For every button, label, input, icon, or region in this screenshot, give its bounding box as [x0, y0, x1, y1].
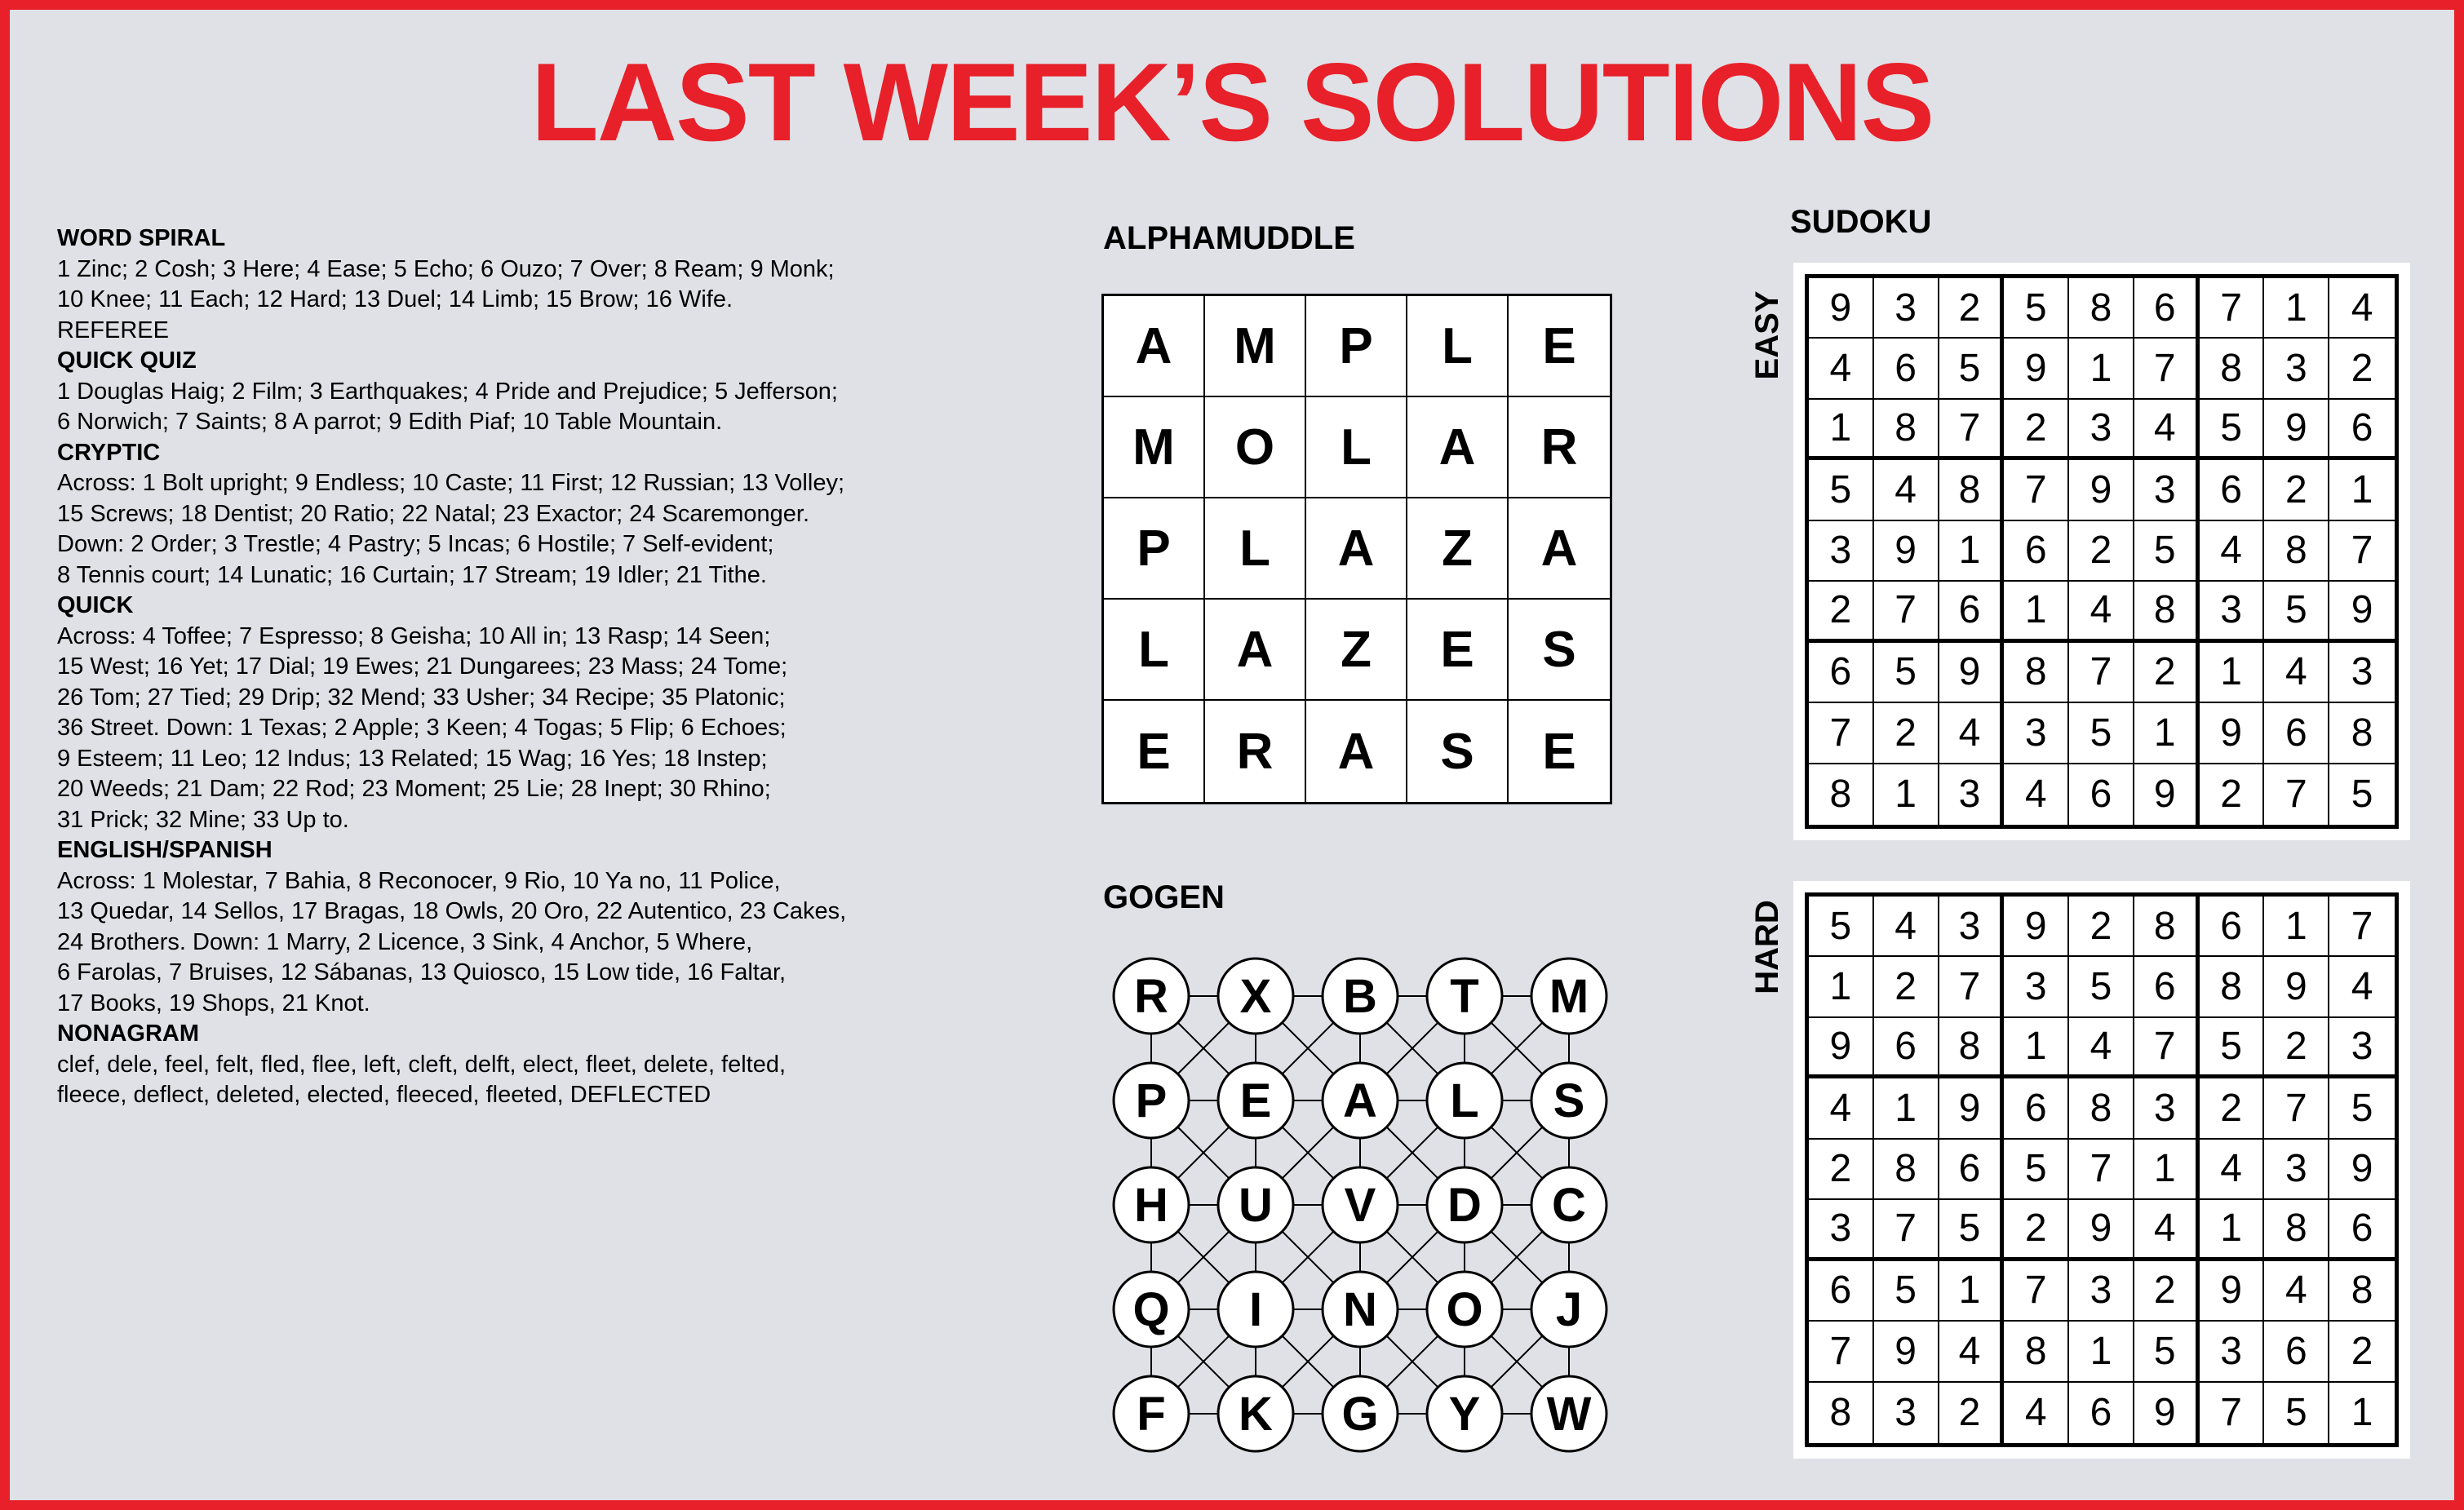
sudoku-easy-cell: 9 — [2264, 400, 2329, 460]
sudoku-easy-cell: 6 — [1874, 339, 1939, 399]
sudoku-easy-cell: 8 — [1809, 764, 1874, 825]
section-text-line: 1 Zinc; 2 Cosh; 3 Here; 4 Ease; 5 Echo; 6 Ouzo; 7 Over; 8 Ream; 9 Monk; — [57, 255, 835, 282]
sudoku-easy-cell: 9 — [1939, 643, 2005, 703]
sudoku-easy-cell: 3 — [1874, 278, 1939, 339]
gogen-letter: U — [1239, 1179, 1273, 1232]
section-text-line: 26 Tom; 27 Tied; 29 Drip; 32 Mend; 33 Usher; 34 Recipe; 35 Platonic; — [57, 684, 786, 711]
sudoku-easy-cell: 4 — [2134, 400, 2200, 460]
sudoku-hard-cell: 2 — [2069, 897, 2134, 957]
sudoku-hard-cell: 4 — [2264, 1261, 2329, 1322]
alphamuddle-cell: L — [1205, 498, 1306, 600]
alphamuddle-cell: L — [1306, 397, 1407, 498]
section-text-line: 17 Books, 19 Shops, 21 Knot. — [57, 990, 370, 1016]
sudoku-easy-cell: 9 — [2004, 339, 2069, 399]
section-text-line: 20 Weeds; 21 Dam; 22 Rod; 23 Moment; 25 Lie; 28 Inept; 30 Rhino; — [57, 776, 771, 802]
sudoku-hard-label: HARD — [1749, 900, 1785, 994]
sudoku-easy-panel — [1793, 263, 2410, 840]
sudoku-hard-cell: 5 — [2264, 1383, 2329, 1443]
sudoku-hard-cell: 7 — [1809, 1322, 1874, 1382]
sudoku-hard-cell: 9 — [1939, 1078, 2005, 1139]
sudoku-easy-cell: 4 — [2264, 643, 2329, 703]
sudoku-easy-cell: 2 — [2134, 643, 2200, 703]
page-title: LAST WEEK’S SOLUTIONS — [530, 40, 1934, 164]
section-text-line: 1 Douglas Haig; 2 Film; 3 Earthquakes; 4 Pride and Prejudice; 5 Jefferson; — [57, 378, 838, 405]
gogen-title: GOGEN — [1103, 879, 1225, 915]
sudoku-hard-cell: 6 — [2069, 1383, 2134, 1443]
sudoku-hard-cell: 4 — [1809, 1078, 1874, 1139]
sudoku-hard-cell: 8 — [1809, 1383, 1874, 1443]
sudoku-easy-cell: 5 — [2069, 703, 2134, 764]
alphamuddle-grid — [1101, 294, 1612, 804]
sudoku-easy-cell: 1 — [2134, 703, 2200, 764]
sudoku-hard-cell: 6 — [2264, 1322, 2329, 1382]
sudoku-easy-cell: 5 — [1809, 460, 1874, 520]
sudoku-easy-cell: 6 — [2134, 278, 2200, 339]
sudoku-hard-cell: 9 — [2004, 897, 2069, 957]
sudoku-hard-cell: 6 — [2329, 1200, 2395, 1260]
alphamuddle-cell: S — [1509, 600, 1610, 701]
sudoku-hard-cell: 9 — [2134, 1383, 2200, 1443]
sudoku-easy-cell: 2 — [2200, 764, 2265, 825]
section-text-line: 31 Prick; 32 Mine; 33 Up to. — [57, 806, 349, 833]
gogen-letter: X — [1239, 970, 1272, 1023]
sudoku-hard-cell: 3 — [2004, 957, 2069, 1017]
sudoku-hard-cell: 9 — [1809, 1018, 1874, 1078]
sudoku-hard-cell: 2 — [2200, 1078, 2265, 1139]
alphamuddle-cell: S — [1407, 701, 1509, 802]
sudoku-easy-cell: 2 — [1874, 703, 1939, 764]
sudoku-hard-cell: 5 — [2134, 1322, 2200, 1382]
sudoku-hard-cell: 8 — [2264, 1200, 2329, 1260]
sudoku-easy-cell: 8 — [2264, 521, 2329, 582]
sudoku-hard-cell: 8 — [2069, 1078, 2134, 1139]
sudoku-easy-cell: 8 — [1874, 400, 1939, 460]
sudoku-easy-cell: 6 — [2264, 703, 2329, 764]
alphamuddle-cell: A — [1509, 498, 1610, 600]
gogen-letter: J — [1555, 1283, 1583, 1336]
alphamuddle-cell: A — [1306, 498, 1407, 600]
gogen-letter: R — [1134, 970, 1168, 1023]
sudoku-hard-cell: 3 — [2329, 1018, 2395, 1078]
sudoku-hard-grid — [1805, 892, 2399, 1447]
sudoku-hard-cell: 8 — [1874, 1140, 1939, 1200]
section-text-line: 15 Screws; 18 Dentist; 20 Ratio; 22 Natal; 23 Exactor; 24 Scaremonger. — [57, 500, 810, 527]
alphamuddle-cell: Z — [1407, 498, 1509, 600]
section-text-line: 10 Knee; 11 Each; 12 Hard; 13 Duel; 14 Limb; 15 Brow; 16 Wife. — [57, 286, 733, 312]
sudoku-hard-cell: 5 — [2004, 1140, 2069, 1200]
gogen-letter: Q — [1132, 1283, 1170, 1336]
alphamuddle-cell: E — [1407, 600, 1509, 701]
sudoku-easy-cell: 6 — [1809, 643, 1874, 703]
gogen-letter: F — [1137, 1388, 1166, 1441]
sudoku-hard-cell: 3 — [1874, 1383, 1939, 1443]
gogen-letter: H — [1134, 1179, 1168, 1232]
sudoku-easy-cell: 7 — [2134, 339, 2200, 399]
sudoku-easy-cell: 1 — [2069, 339, 2134, 399]
sudoku-hard-cell: 1 — [1809, 957, 1874, 1017]
sudoku-easy-cell: 6 — [1939, 582, 2005, 642]
sudoku-easy-cell: 3 — [1939, 764, 2005, 825]
section-heading: NONAGRAM — [57, 1021, 199, 1047]
gogen-letter: B — [1343, 970, 1377, 1023]
alphamuddle-cell: M — [1205, 296, 1306, 397]
sudoku-hard-cell: 6 — [2200, 897, 2265, 957]
section-heading: ENGLISH/SPANISH — [57, 837, 273, 863]
sudoku-easy-cell: 3 — [2264, 339, 2329, 399]
gogen-letter: O — [1446, 1283, 1483, 1336]
section-text-line: Across: 4 Toffee; 7 Espresso; 8 Geisha; 10 All in; 13 Rasp; 14 Seen; — [57, 622, 771, 649]
sudoku-easy-cell: 7 — [1809, 703, 1874, 764]
sudoku-easy-cell: 7 — [2004, 460, 2069, 520]
gogen-letter: L — [1450, 1074, 1479, 1127]
sudoku-easy-cell: 3 — [2134, 460, 2200, 520]
sudoku-hard-cell: 5 — [1809, 897, 1874, 957]
section-text-line: 9 Esteem; 11 Leo; 12 Indus; 13 Related; 15 Wag; 16 Yes; 18 Instep; — [57, 745, 768, 772]
sudoku-hard-cell: 2 — [1939, 1383, 2005, 1443]
sudoku-easy-cell: 6 — [2004, 521, 2069, 582]
sudoku-hard-cell: 2 — [1809, 1140, 1874, 1200]
section-heading: CRYPTIC — [57, 439, 161, 466]
sudoku-hard-cell: 1 — [2264, 897, 2329, 957]
sudoku-easy-cell: 7 — [1939, 400, 2005, 460]
sudoku-easy-cell: 5 — [2004, 278, 2069, 339]
gogen-letter: T — [1450, 970, 1479, 1023]
sudoku-hard-cell: 7 — [1874, 1200, 1939, 1260]
sudoku-easy-cell: 3 — [2200, 582, 2265, 642]
sudoku-hard-cell: 6 — [1809, 1261, 1874, 1322]
gogen-letter: A — [1343, 1074, 1377, 1127]
gogen-letter: V — [1344, 1179, 1376, 1232]
sudoku-hard-cell: 3 — [1939, 897, 2005, 957]
gogen-letter: I — [1248, 1283, 1263, 1336]
section-heading: QUICK — [57, 592, 134, 618]
alphamuddle-cell: Z — [1306, 600, 1407, 701]
sudoku-hard-cell: 3 — [1809, 1200, 1874, 1260]
sudoku-easy-cell: 8 — [2004, 643, 2069, 703]
sudoku-easy-cell: 4 — [2329, 278, 2395, 339]
sudoku-easy-cell: 8 — [2134, 582, 2200, 642]
alphamuddle-cell: E — [1542, 723, 1576, 780]
sudoku-easy-cell: 1 — [1809, 400, 1874, 460]
sudoku-easy-cell: 2 — [1939, 278, 2005, 339]
gogen-letter: M — [1549, 970, 1589, 1023]
section-text-line: 13 Quedar, 14 Sellos, 17 Bragas, 18 Owls, 20 Oro, 22 Autentico, 23 Cakes, — [57, 898, 847, 924]
sudoku-hard-cell: 6 — [1939, 1140, 2005, 1200]
sudoku-easy-cell: 3 — [1809, 521, 1874, 582]
sudoku-hard-cell: 4 — [2134, 1200, 2200, 1260]
gogen-letter: G — [1341, 1388, 1379, 1441]
sudoku-easy-cell: 2 — [2329, 339, 2395, 399]
gogen-letter: W — [1546, 1388, 1592, 1441]
sudoku-easy-cell: 4 — [1874, 460, 1939, 520]
text-solutions-column — [57, 224, 1036, 1111]
sudoku-hard-cell: 8 — [2134, 897, 2200, 957]
section-text-line: clef, dele, feel, felt, fled, flee, left, cleft, delft, elect, fleet, delete, felted, — [57, 1051, 787, 1078]
sudoku-easy-cell: 9 — [2329, 582, 2395, 642]
sudoku-easy-label: EASY — [1749, 290, 1785, 380]
sudoku-easy-cell: 1 — [2264, 278, 2329, 339]
gogen-grid — [1095, 940, 1625, 1470]
sudoku-hard-cell: 3 — [2134, 1078, 2200, 1139]
sudoku-hard-cell: 5 — [2069, 957, 2134, 1017]
section-text-line: 24 Brothers. Down: 1 Marry, 2 Licence, 3 Sink, 4 Anchor, 5 Where, — [57, 928, 753, 955]
sudoku-hard-cell: 1 — [1874, 1078, 1939, 1139]
sudoku-easy-cell: 7 — [1874, 582, 1939, 642]
alphamuddle-cell: E — [1104, 701, 1205, 802]
sudoku-easy-cell: 3 — [2329, 643, 2395, 703]
sudoku-easy-cell: 7 — [2069, 643, 2134, 703]
section-text-line: 8 Tennis court; 14 Lunatic; 16 Curtain; 17 Stream; 19 Idler; 21 Tithe. — [57, 561, 767, 588]
sudoku-easy-cell: 5 — [2264, 582, 2329, 642]
gogen-letter: C — [1552, 1179, 1586, 1232]
sudoku-hard-cell: 1 — [1939, 1261, 2005, 1322]
sudoku-hard-cell: 5 — [1939, 1200, 2005, 1260]
sudoku-hard-cell: 1 — [2069, 1322, 2134, 1382]
sudoku-hard-cell: 2 — [2004, 1200, 2069, 1260]
section-text-line: 15 West; 16 Yet; 17 Dial; 19 Ewes; 21 Dungarees; 23 Mass; 24 Tome; — [57, 653, 788, 680]
section-text-line: 6 Farolas, 7 Bruises, 12 Sábanas, 13 Quiosco, 15 Low tide, 16 Faltar, — [57, 959, 787, 985]
section-text-line: fleece, deflect, deleted, elected, fleeced, fleeted, DEFLECTED — [57, 1082, 711, 1108]
sudoku-easy-cell: 5 — [1874, 643, 1939, 703]
sudoku-hard-cell: 2 — [2329, 1322, 2395, 1382]
alphamuddle-cell: E — [1509, 296, 1610, 397]
sudoku-easy-cell: 9 — [2134, 764, 2200, 825]
sudoku-hard-cell: 9 — [2069, 1200, 2134, 1260]
sudoku-easy-cell: 8 — [2200, 339, 2265, 399]
sudoku-hard-cell: 7 — [2264, 1078, 2329, 1139]
sudoku-hard-cell: 1 — [2004, 1018, 2069, 1078]
sudoku-hard-cell: 5 — [1874, 1261, 1939, 1322]
gogen-letter: N — [1343, 1283, 1377, 1336]
sudoku-title: SUDOKU — [1790, 204, 1932, 240]
sudoku-easy-cell: 8 — [1939, 460, 2005, 520]
alphamuddle-cell: A — [1104, 296, 1205, 397]
alphamuddle-cell: P — [1104, 498, 1205, 600]
alphamuddle-cell: A — [1306, 701, 1407, 802]
sudoku-hard-cell: 7 — [2200, 1383, 2265, 1443]
sudoku-easy-cell: 8 — [2069, 278, 2134, 339]
sudoku-easy-cell: 9 — [1874, 521, 1939, 582]
sudoku-easy-cell: 4 — [1939, 703, 2005, 764]
sudoku-easy-cell: 8 — [2329, 703, 2395, 764]
sudoku-hard-cell: 4 — [1939, 1322, 2005, 1382]
sudoku-easy-cell: 1 — [2004, 582, 2069, 642]
sudoku-hard-cell: 8 — [2329, 1261, 2395, 1322]
section-text-line: Across: 1 Molestar, 7 Bahia, 8 Reconocer, 9 Rio, 10 Ya no, 11 Police, — [57, 867, 781, 894]
sudoku-easy-cell: 7 — [2264, 764, 2329, 825]
section-text-line: REFEREE — [57, 317, 169, 343]
sudoku-easy-cell: 2 — [2264, 460, 2329, 520]
sudoku-hard-cell: 6 — [1874, 1018, 1939, 1078]
sudoku-hard-cell: 8 — [1939, 1018, 2005, 1078]
sudoku-hard-cell: 7 — [1939, 957, 2005, 1017]
sudoku-easy-cell: 1 — [2200, 643, 2265, 703]
sudoku-hard-cell: 2 — [1874, 957, 1939, 1017]
sudoku-easy-cell: 6 — [2069, 764, 2134, 825]
gogen-letter: P — [1135, 1074, 1168, 1127]
sudoku-hard-cell: 4 — [2329, 957, 2395, 1017]
sudoku-easy-grid — [1805, 274, 2399, 829]
alphamuddle-cell: L — [1104, 600, 1205, 701]
sudoku-easy-cell: 5 — [1939, 339, 2005, 399]
section-text-line: Down: 2 Order; 3 Trestle; 4 Pastry; 5 Incas; 6 Hostile; 7 Self-evident; — [57, 531, 774, 557]
sudoku-hard-cell: 3 — [2069, 1261, 2134, 1322]
sudoku-easy-cell: 3 — [2069, 400, 2134, 460]
sudoku-hard-cell: 3 — [2264, 1140, 2329, 1200]
sudoku-easy-cell: 5 — [2134, 521, 2200, 582]
sudoku-easy-cell: 5 — [2351, 773, 2373, 817]
alphamuddle-cell: A — [1407, 397, 1509, 498]
sudoku-hard-cell: 5 — [2200, 1018, 2265, 1078]
sudoku-hard-cell: 9 — [2200, 1261, 2265, 1322]
sudoku-hard-panel — [1793, 881, 2410, 1459]
sudoku-easy-cell: 4 — [2200, 521, 2265, 582]
gogen-letter: D — [1447, 1179, 1482, 1232]
sudoku-easy-cell: 2 — [1809, 582, 1874, 642]
gogen-letter: E — [1239, 1074, 1272, 1127]
sudoku-easy-cell: 6 — [2200, 460, 2265, 520]
sudoku-easy-cell: 1 — [1874, 764, 1939, 825]
sudoku-easy-cell: 4 — [1809, 339, 1874, 399]
sudoku-easy-cell: 4 — [2004, 764, 2069, 825]
sudoku-hard-cell: 6 — [2134, 957, 2200, 1017]
sudoku-hard-cell: 7 — [2004, 1261, 2069, 1322]
sudoku-hard-cell: 8 — [2004, 1322, 2069, 1382]
section-heading: WORD SPIRAL — [57, 225, 226, 251]
sudoku-hard-cell: 7 — [2329, 897, 2395, 957]
sudoku-hard-cell: 4 — [2004, 1383, 2069, 1443]
sudoku-hard-cell: 7 — [2069, 1140, 2134, 1200]
gogen-letter: K — [1239, 1388, 1273, 1441]
sudoku-easy-cell: 3 — [2004, 703, 2069, 764]
sudoku-hard-cell: 2 — [2134, 1261, 2200, 1322]
sudoku-hard-cell: 6 — [2004, 1078, 2069, 1139]
alphamuddle-cell: A — [1205, 600, 1306, 701]
sudoku-easy-cell: 1 — [1939, 521, 2005, 582]
sudoku-hard-cell: 4 — [2069, 1018, 2134, 1078]
sudoku-hard-cell: 9 — [2264, 957, 2329, 1017]
gogen-letter: Y — [1448, 1388, 1481, 1441]
sudoku-hard-cell: 1 — [2351, 1391, 2373, 1435]
alphamuddle-cell: O — [1205, 397, 1306, 498]
sudoku-hard-cell: 7 — [2134, 1018, 2200, 1078]
sudoku-hard-cell: 4 — [2200, 1140, 2265, 1200]
sudoku-hard-cell: 9 — [2329, 1140, 2395, 1200]
sudoku-easy-cell: 9 — [2200, 703, 2265, 764]
sudoku-easy-cell: 9 — [1809, 278, 1874, 339]
alphamuddle-cell: R — [1205, 701, 1306, 802]
sudoku-easy-cell: 5 — [2200, 400, 2265, 460]
section-text-line: 36 Street. Down: 1 Texas; 2 Apple; 3 Keen; 4 Togas; 5 Flip; 6 Echoes; — [57, 715, 787, 741]
sudoku-hard-cell: 8 — [2200, 957, 2265, 1017]
section-heading: QUICK QUIZ — [57, 348, 197, 374]
alphamuddle-cell: P — [1306, 296, 1407, 397]
gogen-letter: S — [1553, 1074, 1585, 1127]
alphamuddle-cell: M — [1104, 397, 1205, 498]
sudoku-easy-cell: 6 — [2329, 400, 2395, 460]
sudoku-easy-cell: 2 — [2069, 521, 2134, 582]
sudoku-hard-cell: 3 — [2200, 1322, 2265, 1382]
alphamuddle-cell: R — [1509, 397, 1610, 498]
sudoku-hard-cell: 5 — [2329, 1078, 2395, 1139]
sudoku-easy-cell: 9 — [2069, 460, 2134, 520]
alphamuddle-cell: L — [1407, 296, 1509, 397]
section-text-line: 6 Norwich; 7 Saints; 8 A parrot; 9 Edith Piaf; 10 Table Mountain. — [57, 409, 723, 435]
sudoku-hard-cell: 1 — [2200, 1200, 2265, 1260]
section-text-line: Across: 1 Bolt upright; 9 Endless; 10 Caste; 11 First; 12 Russian; 13 Volley; — [57, 470, 845, 496]
sudoku-hard-cell: 4 — [1874, 897, 1939, 957]
sudoku-easy-cell: 7 — [2329, 521, 2395, 582]
sudoku-easy-cell: 7 — [2200, 278, 2265, 339]
sudoku-easy-cell: 2 — [2004, 400, 2069, 460]
sudoku-easy-cell: 4 — [2069, 582, 2134, 642]
sudoku-hard-cell: 1 — [2134, 1140, 2200, 1200]
alphamuddle-title: ALPHAMUDDLE — [1103, 220, 1355, 256]
sudoku-hard-cell: 2 — [2264, 1018, 2329, 1078]
sudoku-easy-cell: 1 — [2329, 460, 2395, 520]
sudoku-hard-cell: 9 — [1874, 1322, 1939, 1382]
